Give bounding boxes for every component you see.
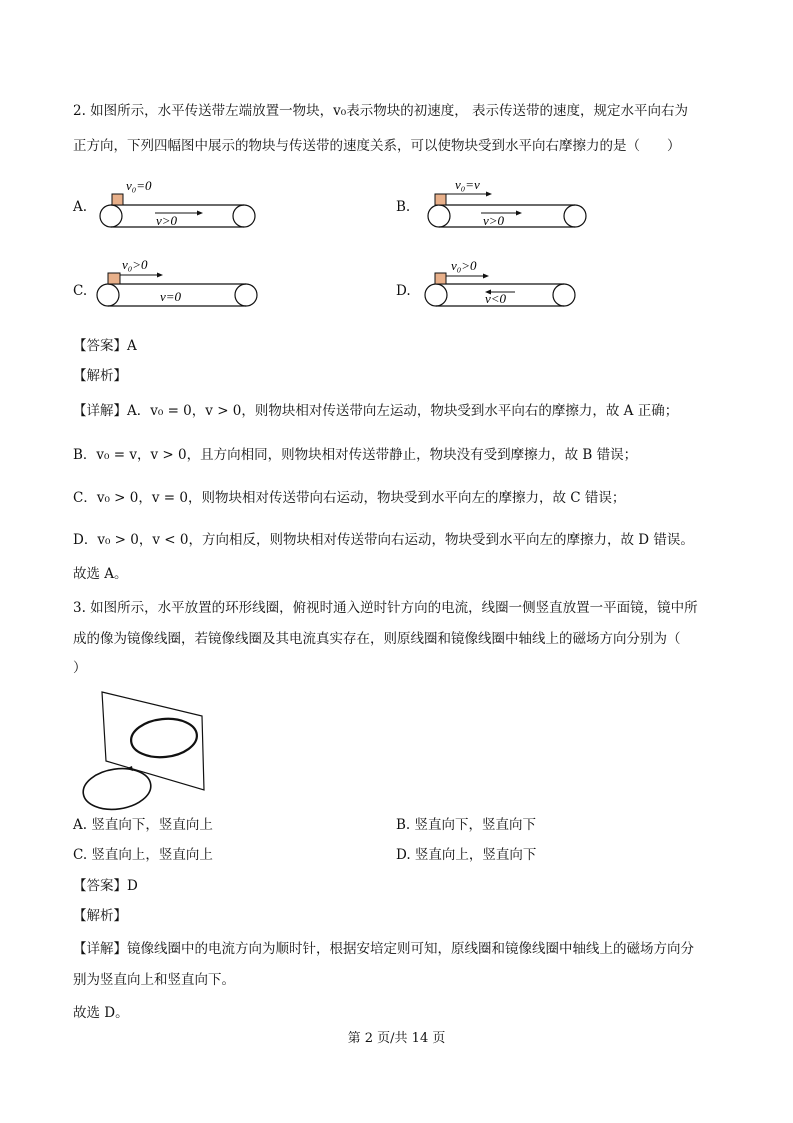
page-footer: 第 2 页/共 14 页 <box>347 1031 446 1046</box>
q2-conclusion: 故选 A。 <box>73 566 128 582</box>
belt-velocity-label: v>0 <box>156 213 178 228</box>
block-velocity-label: v₀>0 <box>451 258 477 273</box>
q3-option-b: B. 竖直向下，竖直向下 <box>396 817 537 833</box>
belt-velocity-label: v<0 <box>485 291 507 306</box>
block <box>112 194 123 205</box>
mirror-coil <box>129 716 199 761</box>
q2-detail-c: C．v₀ > 0，v = 0，则物块相对传送带向右运动，物块受到水平向左的摩擦力，故 C 错误； <box>73 490 626 506</box>
belt-velocity-label: v>0 <box>483 213 505 228</box>
q2-detail-a: 【详解】A．v₀ = 0，v > 0，则物块相对传送带向左运动，物块受到水平向右的摩擦力，故 A 正确； <box>73 403 679 419</box>
block <box>435 194 446 205</box>
block-velocity-label: v₀=v <box>455 177 480 192</box>
block <box>435 273 446 284</box>
diagram-letter: C. <box>73 283 88 299</box>
q2-analysis-label: 【解析】 <box>73 368 127 384</box>
block <box>108 273 120 284</box>
conveyor-belt-d <box>420 254 584 316</box>
q3-stem-line1: 3. 如图所示，水平放置的环形线圈，俯视时通入逆时针方向的电流，线圈一侧竖直放置一平面镜，镜中所 <box>73 600 698 616</box>
q2-detail-d: D．v₀ > 0，v < 0，方向相反，则物块相对传送带向右运动，物块受到水平向左的摩擦力，故 D 错误。 <box>73 532 694 548</box>
q3-detail-line1: 【详解】镜像线圈中的电流方向为顺时针，根据安培定则可知，原线圈和镜像线圈中轴线上的磁场方向分 <box>73 941 694 957</box>
conveyor-belt-b <box>423 172 593 234</box>
belt-velocity-label: v=0 <box>160 289 182 304</box>
q3-option-c: C. 竖直向上，竖直向上 <box>73 847 213 863</box>
block-velocity-label: v₀>0 <box>122 257 148 272</box>
mirror-plane <box>102 692 204 790</box>
diagram-letter: A. <box>73 199 88 215</box>
q3-stem-line3: ） <box>73 660 87 676</box>
q2-stem-line2: 正方向，下列四幅图中展示的物块与传送带的速度关系，可以使物块受到水平向右摩擦力的是（ ） <box>73 138 681 154</box>
q3-analysis-label: 【解析】 <box>73 908 127 924</box>
q2-stem-line1: 2. 如图所示，水平传送带左端放置一物块，v₀表示物块的初速度， 表示传送带的速度，规定水平向右为 <box>73 103 689 119</box>
conveyor-belt-a <box>95 172 265 234</box>
q3-option-a: A. 竖直向下，竖直向上 <box>73 817 213 833</box>
q3-option-d: D. 竖直向上，竖直向下 <box>396 847 537 863</box>
q2-detail-b: B．v₀ = v，v > 0，且方向相同，则物块相对传送带静止，物块没有受到摩擦力，故 B 错误； <box>73 447 638 463</box>
conveyor-belt-c <box>94 254 266 316</box>
q3-conclusion: 故选 D。 <box>73 1005 129 1021</box>
q3-answer: 【答案】D <box>73 878 138 894</box>
q3-detail-line2: 别为竖直向上和竖直向下。 <box>73 972 235 988</box>
q3-stem-line2: 成的像为镜像线圈，若镜像线圈及其电流真实存在，则原线圈和镜像线圈中轴线上的磁场方向分别为（ <box>73 631 681 647</box>
diagram-letter: B. <box>396 199 411 215</box>
q2-answer: 【答案】A <box>73 338 137 354</box>
mirror-coil-diagram <box>72 686 212 818</box>
block-velocity-label: v₀=0 <box>126 178 152 193</box>
diagram-letter: D. <box>396 283 411 299</box>
